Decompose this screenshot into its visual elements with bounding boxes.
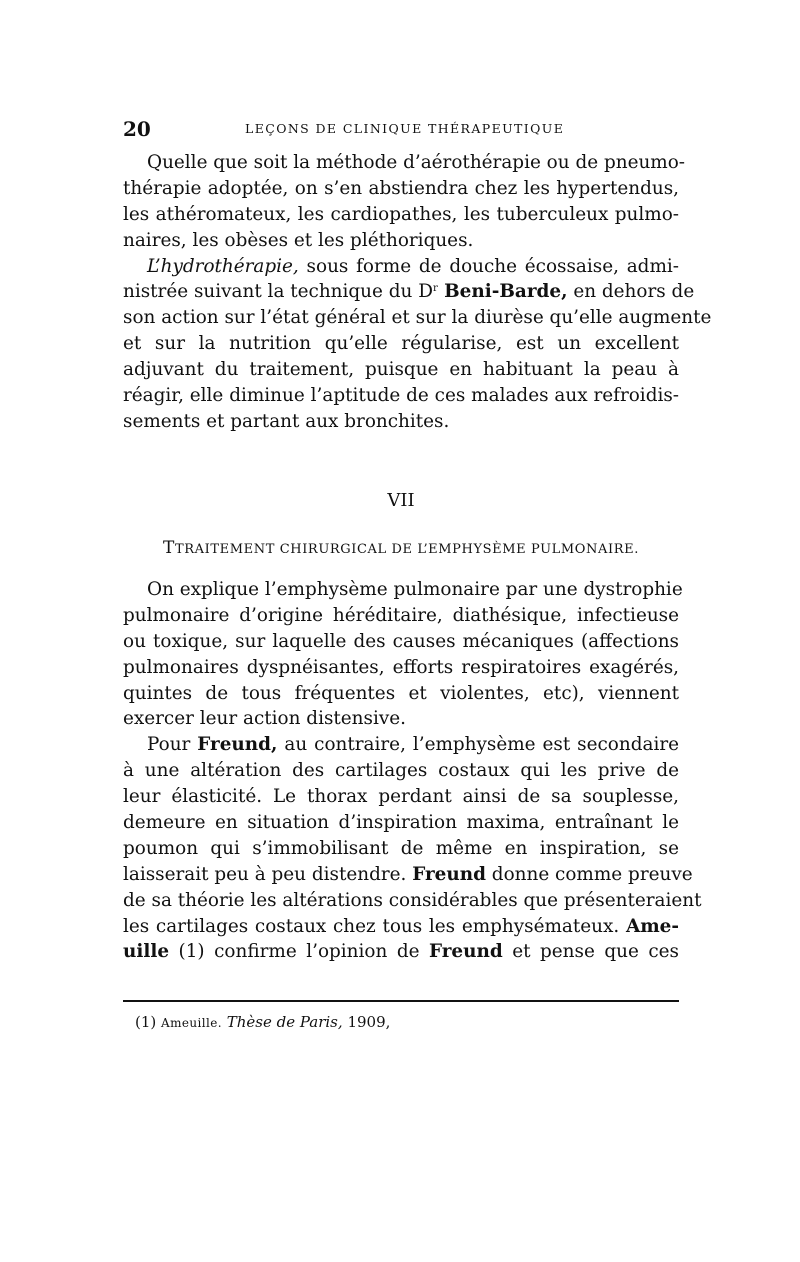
footnote-marker: (1)	[135, 1013, 157, 1031]
text-line: réagir, elle diminue l’aptitude de ces malades aux refroidis-	[123, 385, 679, 407]
text-line: uille (1) confirme l’opinion de Freund et pense que ces	[123, 941, 679, 963]
text-line: de sa théorie les altérations considérables que présenteraient	[123, 889, 702, 911]
section-numeral: VII	[387, 490, 415, 511]
text-line: L’hydrothérapie, sous forme de douche écossaise, admi-	[147, 255, 679, 277]
footnote-rule	[123, 1000, 679, 1002]
page-header	[123, 117, 679, 141]
footnote	[135, 1013, 390, 1031]
text-line: nistrée suivant la technique du $D^r$ Beni-Barde, en dehors de	[123, 281, 695, 303]
text-line: poumon qui s’immobilisant de même en inspiration, se	[123, 837, 679, 859]
text-line: pulmonaires dyspnéisantes, efforts respiratoires exagérés,	[123, 656, 679, 678]
bold-name: Beni-Barde,	[437, 281, 568, 303]
text-line: à une altération des cartilages costaux qui les prive de	[123, 760, 679, 782]
bold-name: uille	[123, 941, 170, 963]
superscript: r	[432, 283, 438, 295]
text-line: Pour Freund, au contraire, l’emphysème est secondaire	[147, 734, 680, 756]
text-line: On explique l’emphysème pulmonaire par une dystrophie	[147, 579, 683, 600]
text-line: quintes de tous fréquentes et violentes, etc), viennent	[123, 682, 679, 704]
text-line: son action sur l’état général et sur la diurèse qu’elle augmente	[123, 307, 712, 329]
italic-term: L’hydrothérapie,	[147, 255, 299, 277]
section-title: TTRAITEMENT CHIRURGICAL DE L’EMPHYSÈME PULMONAIRE.	[163, 538, 639, 558]
footnote-title: Thèse de Paris,	[226, 1013, 343, 1031]
text-line: Quelle que soit la méthode d’aérothérapie ou de pneumo-	[147, 152, 686, 173]
text-line: les cartilages costaux chez tous les emphysémateux. Ame-	[123, 915, 679, 937]
running-title: LEÇONS DE CLINIQUE THÉRAPEUTIQUE	[245, 121, 565, 136]
text-line: pulmonaire d’origine héréditaire, diathésique, infectieuse	[123, 604, 679, 626]
text-line: exercer leur action distensive.	[123, 708, 406, 730]
text-line: laisserait peu à peu distendre. Freund donne comme preuve	[123, 863, 693, 885]
text-line: et sur la nutrition qu’elle régularise, est un excellent	[123, 333, 679, 355]
text-line: adjuvant du traitement, puisque en habituant la peau à	[123, 359, 679, 381]
bold-name: Ame-	[625, 915, 679, 937]
footnote-author: Ameuille.	[161, 1016, 222, 1030]
footnote-year: 1909,	[347, 1013, 391, 1031]
text-line: les athéromateux, les cardiopathes, les tuberculeux pulmo-	[123, 203, 679, 225]
bold-name: Freund	[412, 863, 486, 885]
paragraphs-top	[123, 150, 712, 435]
text-line: leur élasticité. Le thorax perdant ainsi de sa souplesse,	[123, 786, 679, 808]
text-line: sements et partant aux bronchites.	[123, 410, 450, 432]
text-line: thérapie adoptée, on s’en abstiendra chez les hypertendus,	[123, 177, 679, 199]
page-number: 20	[123, 117, 151, 141]
text-line: ou toxique, sur laquelle des causes mécaniques (affections	[123, 630, 679, 652]
paragraphs-bottom	[123, 577, 702, 965]
text-line: demeure en situation d’inspiration maxima, entraînant le	[123, 812, 679, 834]
text-line: naires, les obèses et les pléthoriques.	[123, 229, 474, 251]
bold-name: Freund	[428, 941, 503, 963]
bold-name: Freund,	[197, 734, 278, 756]
